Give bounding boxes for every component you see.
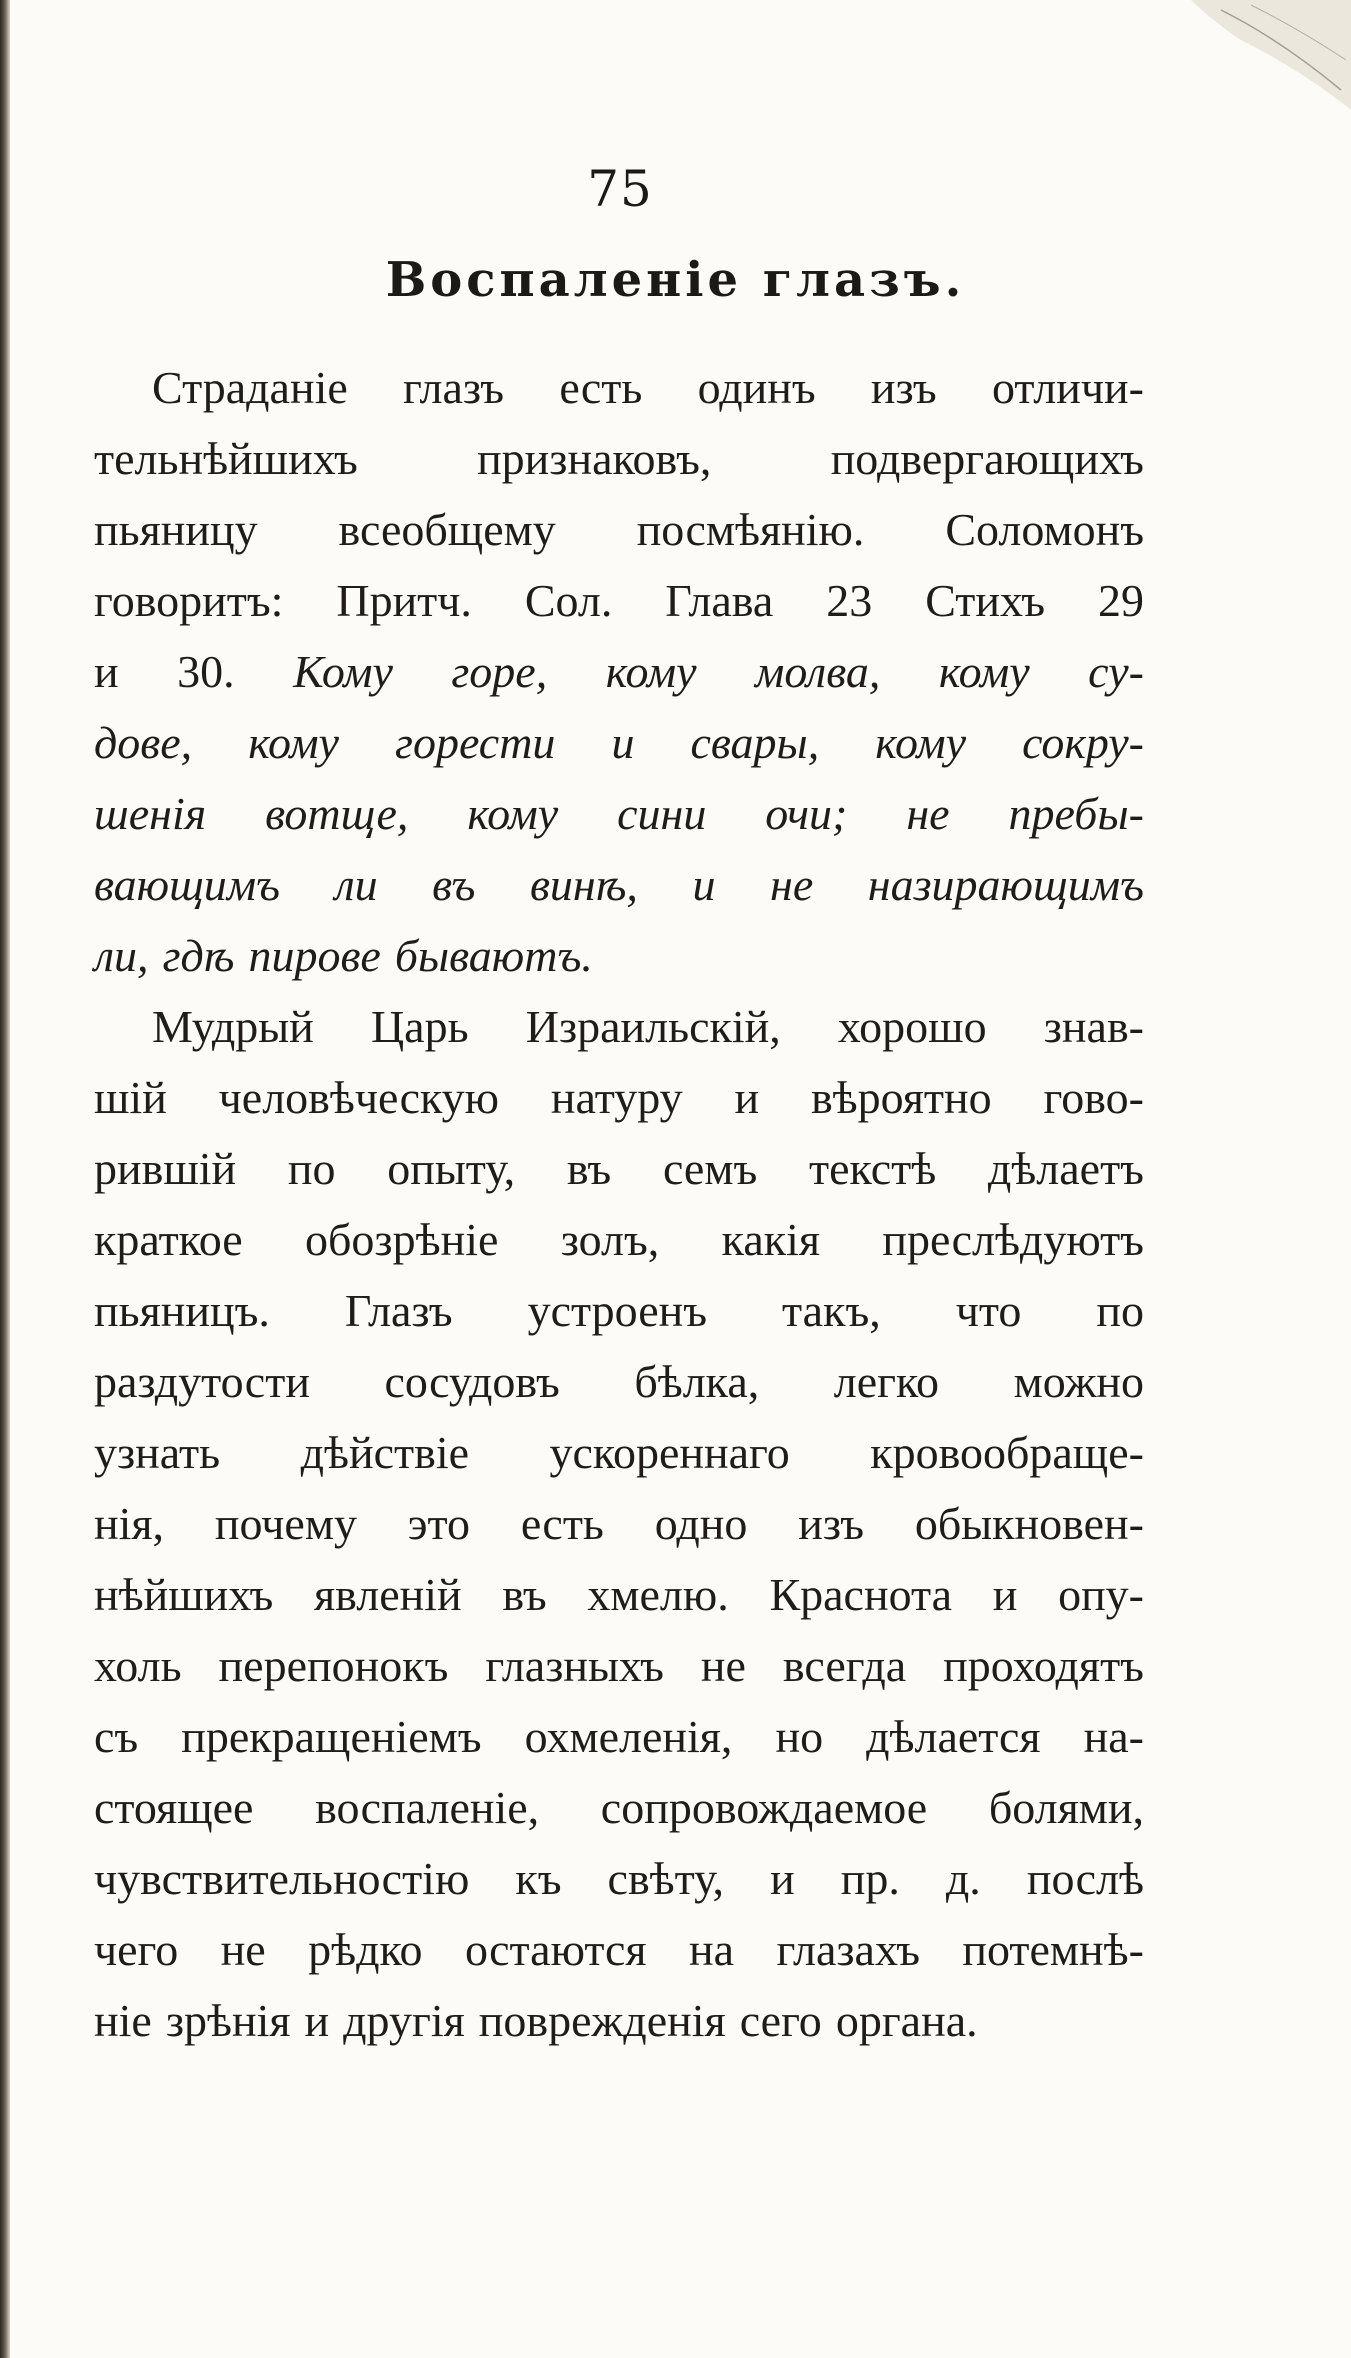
text-line: ли, гдѣ пирове бываютъ. [94,930,593,981]
text-line: Мудрый Царь Израильскій, хорошо знав- [152,1001,1144,1052]
text-line: краткое обозрѣніе золъ, какія преслѣдуютъ [94,1214,1144,1265]
text-line: пьяницу всеобщему посмѣянію. Соломонъ [94,504,1144,555]
text-line: шенія вотще, кому сини очи; не пребы- [94,788,1144,839]
text-line: и 30. Кому горе, кому молва, кому су- [94,646,1144,697]
text-line: говоритъ: Притч. Сол. Глава 23 Стихъ 29 [94,575,1144,626]
text-line: рившій по опыту, въ семъ текстѣ дѣлаетъ [94,1143,1144,1194]
text-line: чего не рѣдко остаются на глазахъ потемнѣ- [94,1924,1144,1975]
text-line: тельнѣйшихъ признаковъ, подвергающихъ [94,433,1144,484]
text-line: стоящее воспаленіе, сопровождаемое болями, [94,1782,1144,1833]
text-line: съ прекращеніемъ охмеленія, но дѣлается на- [94,1711,1144,1762]
text-line: пьяницъ. Глазъ устроенъ такъ, что по [94,1285,1144,1336]
binding-shadow [0,0,10,2358]
text-line: нія, почему это есть одно изъ обыкновен- [94,1498,1144,1549]
text-line: ніе зрѣнія и другія поврежденія сего органа. [94,1995,978,2046]
page-corner-wear [1181,0,1351,120]
text-line: раздутости сосудовъ бѣлка, легко можно [94,1356,1144,1407]
page-number: 75 [587,160,653,218]
text-line: чувствительностію къ свѣту, и пр. д. послѣ [94,1853,1144,1904]
chapter-heading: Воспаленіе глазъ. [385,252,966,308]
body-text [94,352,1144,2056]
text-line: нѣйшихъ явленій въ хмелю. Краснота и опу- [94,1569,1144,1620]
text-line: вающимъ ли въ винѣ, и не назирающимъ [94,859,1144,910]
text-line: холь перепонокъ глазныхъ не всегда проходятъ [94,1640,1144,1691]
text-line: Страданіе глазъ есть одинъ изъ отличи- [152,362,1144,413]
paragraph [94,352,1144,991]
text-line: узнать дѣйствіе ускореннаго кровообраще- [94,1427,1144,1478]
text-line: дове, кому горести и свары, кому сокру- [94,717,1144,768]
text-line: шій человѣческую натуру и вѣроятно гово- [94,1072,1144,1123]
paragraph [94,991,1144,2056]
